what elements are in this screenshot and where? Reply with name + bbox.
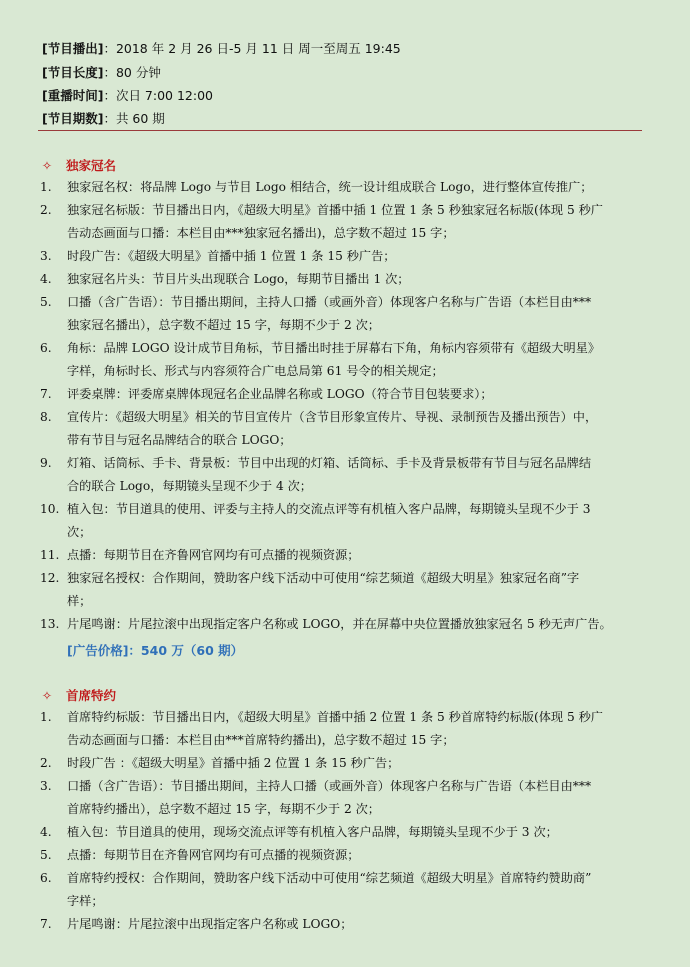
section-title-exclusive-sponsor: ✧ 独家冠名 [41, 158, 117, 173]
header-line-length: [节目长度]：80 分钟 [42, 65, 161, 80]
header-divider [38, 130, 642, 131]
diamond-bullet-icon: ✧ [41, 688, 53, 703]
document-page: [节目播出]：2018 年 2 月 26 日-5 月 11 日 周一至周五 19:45 [节目长度]：80 分钟 [重播时间]：次日 7:00 12:00 [节目期数]：共 60 期 ✧ 独家冠名 1. 独家冠名权：将品牌 Logo 与节目 Logo 相结合，统一设计组成联合 Logo，进行整体宣传推广； 2. 独家冠名标版：节目播出日内，《超级大明星》首播中插 1 位置 1 条 5 秒独家冠名标版(体现 5 秒广 告动态画面与口播：本栏目由***独家冠名播出)，总字数不超过 15 字； 3. 时段广告：《超级大明星》首播中插 1 位置 1 条 15 秒广告； 4. 独家冠名片头：节目片头出现联合 Logo，每期节目播出 1 次； 5. 口播（含广告语）：节目播出期间，主持人口播（或画外音）体现客户名称与广告语（本栏目由*** 独家冠名播出），总字数不超过 15 字，每期不少于 2 次； 6. 角标：品牌 LOGO 设计成节目角标，节目播出时挂于屏幕右下角，角标内容须带有《超级大明星》 字样，角标时长、形式与内容须符合广电总局第 61 号令的相关规定； 7. 评委桌牌：评委席桌牌体现冠名企业品牌名称或 LOGO（符合节目包装要求）； 8. 宣传片：《超级大明星》相关的节目宣传片（含节目形象宣传片、导视、录制预告及播出预告）中， 带有节目与冠名品牌结合的联合 LOGO； 9. 灯箱、话筒标、手卡、背景板：节目中出现的灯箱、话筒标、手卡及背景板带有节目与冠名品牌结 合的联合 Logo，每期镜头呈现不少于 4 次； 10. 植入包：节目道具的使用、评委与主持人的交流点评等有机植入客户品牌，每期镜头呈现不少于 3 次； 11. 点播：每期节目在齐鲁网官网均有可点播的视频资源； 12. 独家冠名授权：合作期间，赞助客户线下活动中可使用“综艺频道《超级大明星》独家冠名商”字 样； 13. 片尾鸣谢：片尾拉滚中出现指定客户名称或 LOGO，并在屏幕中央位置播放独家冠名 5 秒无声广告。 [广告价格]：540 万（60 期） ✧ 首席特约 1. 首席特约标版：节目播出日内，《超级大明星》首播中插 2 位置 1 条 5 秒首席特约标版(体现 5 秒广 告动态画面与口播：本栏目由***首席特约播出)，总字数不超过 15 字； 2. 时段广告 ：《超级大明星》首播中插 2 位置 1 条 15 秒广告； 3. 口播（含广告语）：节目播出期间，主持人口播（或画外音）体现客户名称与广告语（本栏目由*** 首席特约播出），总字数不超过 15 字，每期不少于 2 次； 4. 植入包：节目道具的使用，现场交流点评等有机植入客户品牌，每期镜头呈现不少于 3 次； 5. 点播：每期节目在齐鲁网官网均有可点播的视频资源； 6. 首席特约授权：合作期间，赞助客户线下活动中可使用“综艺频道《超级大明星》首席特约赞助商” 字样； 7. 片尾鸣谢：片尾拉滚中出现指定客户名称或 LOGO； [0, 0, 690, 967]
ad-price: [广告价格]：540 万（60 期） [67, 643, 244, 658]
header-line-broadcast: [节目播出]：2018 年 2 月 26 日-5 月 11 日 周一至周五 19:45 [42, 41, 401, 56]
section-title-chief-sponsor: ✧ 首席特约 [41, 688, 117, 703]
header-line-episodes: [节目期数]：共 60 期 [42, 111, 165, 126]
header-line-rerun: [重播时间]：次日 7:00 12:00 [42, 88, 213, 103]
diamond-bullet-icon: ✧ [41, 158, 53, 173]
